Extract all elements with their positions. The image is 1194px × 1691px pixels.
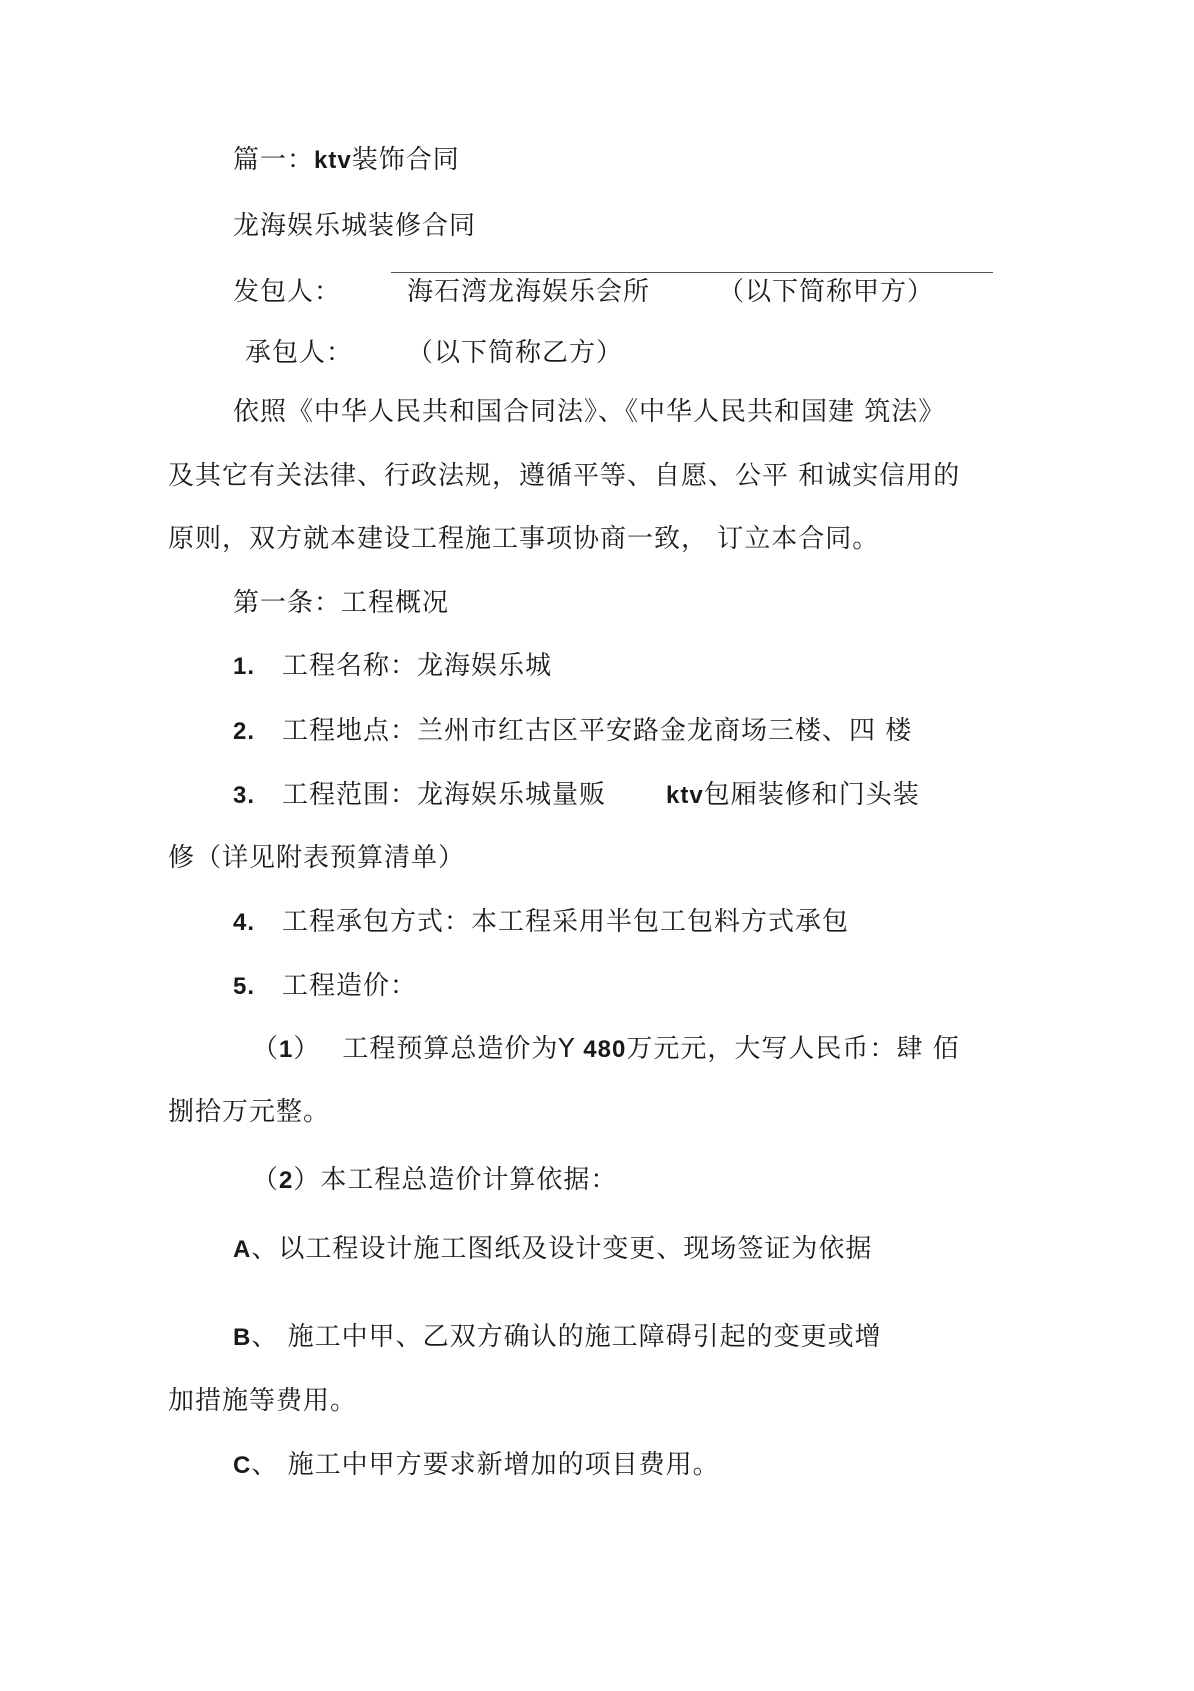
sub-item-1-text-b: 万元元，大写人民币：肆 佰 xyxy=(626,1034,960,1064)
section-title-ktv: ktv xyxy=(314,147,352,174)
sub-item-1-amount: 480 xyxy=(583,1036,627,1063)
sub-item-2 xyxy=(252,1164,617,1197)
employer-name: 海石湾龙海娱乐会所 xyxy=(407,277,651,307)
sub-item-2-close: ） xyxy=(293,1165,321,1195)
intro-line-2: 及其它有关法律、行政法规，遵循平等、自愿、公平 和诚实信用的 xyxy=(168,461,961,491)
sub-item-1-close: ） xyxy=(293,1034,321,1064)
sub-item-1-text-a: 工程预算总造价为Y xyxy=(342,1034,576,1064)
basis-b xyxy=(233,1321,882,1354)
item-2-number: 2. xyxy=(233,718,256,745)
basis-b-continuation: 加措施等费用。 xyxy=(168,1386,358,1416)
basis-c-text: 、 施工中甲方要求新增加的项目费用。 xyxy=(251,1450,720,1480)
item-2-text: 工程地点：兰州市红古区平安路金龙商场三楼、四 楼 xyxy=(282,716,913,746)
basis-c-letter: C xyxy=(233,1452,252,1479)
sub-item-1-continuation: 捌拾万元整。 xyxy=(168,1097,331,1127)
item-1-number: 1. xyxy=(233,653,256,680)
sub-item-2-text: 本工程总造价计算依据： xyxy=(320,1165,618,1195)
item-3 xyxy=(233,779,920,812)
basis-c xyxy=(233,1449,720,1482)
contractor-label: 承包人： xyxy=(245,338,354,368)
section-title-prefix: 篇一： xyxy=(233,145,315,175)
employer-label: 发包人： xyxy=(233,277,342,307)
section-title-suffix: 装饰合同 xyxy=(351,145,460,175)
employer-alias: （以下简称甲方） xyxy=(718,277,935,307)
intro-line-3: 原则，双方就本建设工程施工事项协商一致， 订立本合同。 xyxy=(168,524,880,554)
employer-underline xyxy=(391,272,993,273)
basis-a xyxy=(233,1233,872,1266)
contract-title: 龙海娱乐城装修合同 xyxy=(233,211,477,241)
article-1-title: 第一条：工程概况 xyxy=(233,588,450,618)
basis-b-text: 、 施工中甲、乙双方确认的施工障碍引起的变更或增 xyxy=(251,1322,882,1352)
intro-line-1: 依照《中华人民共和国合同法》、《中华人民共和国建 筑法》 xyxy=(233,397,946,427)
item-5 xyxy=(233,970,417,1003)
contractor-alias: （以下简称乙方） xyxy=(407,338,624,368)
basis-a-letter: A xyxy=(233,1236,252,1263)
item-1-text: 工程名称：龙海娱乐城 xyxy=(282,651,553,681)
sub-item-1-number: 1 xyxy=(279,1036,294,1063)
section-title xyxy=(233,144,460,177)
item-2 xyxy=(233,715,912,748)
item-4-text: 工程承包方式：本工程采用半包工包料方式承包 xyxy=(282,907,850,937)
item-4-number: 4. xyxy=(233,909,256,936)
item-5-number: 5. xyxy=(233,973,256,1000)
item-1 xyxy=(233,650,552,683)
item-3-ktv: ktv xyxy=(666,782,704,809)
basis-b-letter: B xyxy=(233,1324,252,1351)
item-3-number: 3. xyxy=(233,782,256,809)
item-3-text-b: 包厢装修和门头装 xyxy=(703,780,920,810)
item-3-continuation: 修（详见附表预算清单） xyxy=(168,843,466,873)
sub-item-2-open: （ xyxy=(252,1165,280,1195)
sub-item-2-number: 2 xyxy=(279,1167,294,1194)
basis-a-text: 、以工程设计施工图纸及设计变更、现场签证为依据 xyxy=(251,1234,873,1264)
sub-item-1-open: （ xyxy=(252,1034,280,1064)
item-5-text: 工程造价： xyxy=(282,971,418,1001)
item-4 xyxy=(233,906,849,939)
item-3-text-a: 工程范围：龙海娱乐城量贩 xyxy=(282,780,607,810)
sub-item-1 xyxy=(252,1033,960,1066)
